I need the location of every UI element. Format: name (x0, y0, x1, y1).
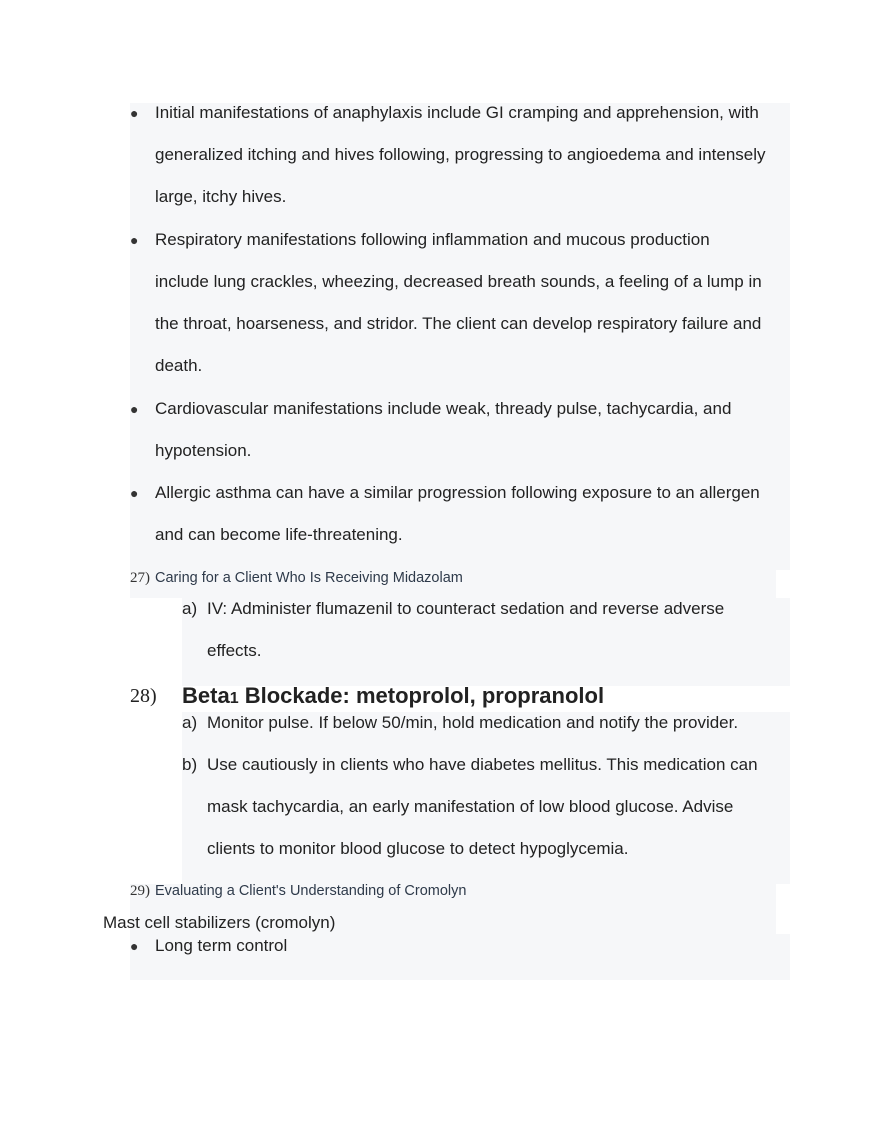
bullet-marker: ● (130, 938, 139, 954)
bullet-text-line: Allergic asthma can have a similar progression following exposure to an allergen (155, 483, 760, 502)
heading-prefix: Beta (182, 683, 230, 708)
bullet-marker: ● (130, 401, 139, 417)
item-text-line: mask tachycardia, an early manifestation of low blood glucose. Advise (207, 797, 734, 816)
item-text-line: Use cautiously in clients who have diabetes mellitus. This medication can (207, 755, 758, 774)
item-text-line: IV: Administer flumazenil to counteract sedation and reverse adverse (207, 599, 725, 618)
section-heading: Evaluating a Client's Understanding of Cromolyn (155, 883, 467, 899)
bullet-text-line: generalized itching and hives following, progressing to angioedema and intensely (155, 145, 766, 164)
section-heading: Caring for a Client Who Is Receiving Midazolam (155, 570, 463, 586)
bullet-text-line: Cardiovascular manifestations include weak, thready pulse, tachycardia, and (155, 399, 732, 418)
bullet-text-line: death. (155, 356, 203, 375)
item-marker: a) (182, 713, 198, 732)
item-marker: b) (182, 755, 198, 774)
heading-rest: Blockade: metoprolol, propranolol (238, 683, 605, 708)
bullet-text-line: Long term control (155, 936, 288, 955)
bullet-text-line: Initial manifestations of anaphylaxis include GI cramping and apprehension, with (155, 103, 759, 122)
bullet-text-line: large, itchy hives. (155, 187, 287, 206)
item-text-line: Monitor pulse. If below 50/min, hold medication and notify the provider. (207, 713, 739, 732)
item-text-line: effects. (207, 641, 262, 660)
item-marker: a) (182, 599, 198, 618)
section-number: 27) (130, 570, 150, 586)
heading-subscript: 1 (229, 690, 239, 707)
bullet-marker: ● (130, 485, 139, 501)
bullet-text-line: include lung crackles, wheezing, decreased breath sounds, a feeling of a lump in (155, 272, 762, 291)
bullet-text-line: Respiratory manifestations following inflammation and mucous production (155, 230, 710, 249)
bullet-text-line: the throat, hoarseness, and stridor. The client can develop respiratory failure and (155, 314, 762, 333)
bullet-marker: ● (130, 232, 139, 248)
section-number: 28) (130, 685, 157, 707)
subheading: Mast cell stabilizers (cromolyn) (103, 913, 336, 932)
bullet-text-line: hypotension. (155, 441, 252, 460)
bullet-marker: ● (130, 105, 139, 121)
section-number: 29) (130, 883, 150, 899)
bullet-text-line: and can become life-threatening. (155, 525, 403, 544)
item-text-line: clients to monitor blood glucose to detect hypoglycemia. (207, 839, 629, 858)
